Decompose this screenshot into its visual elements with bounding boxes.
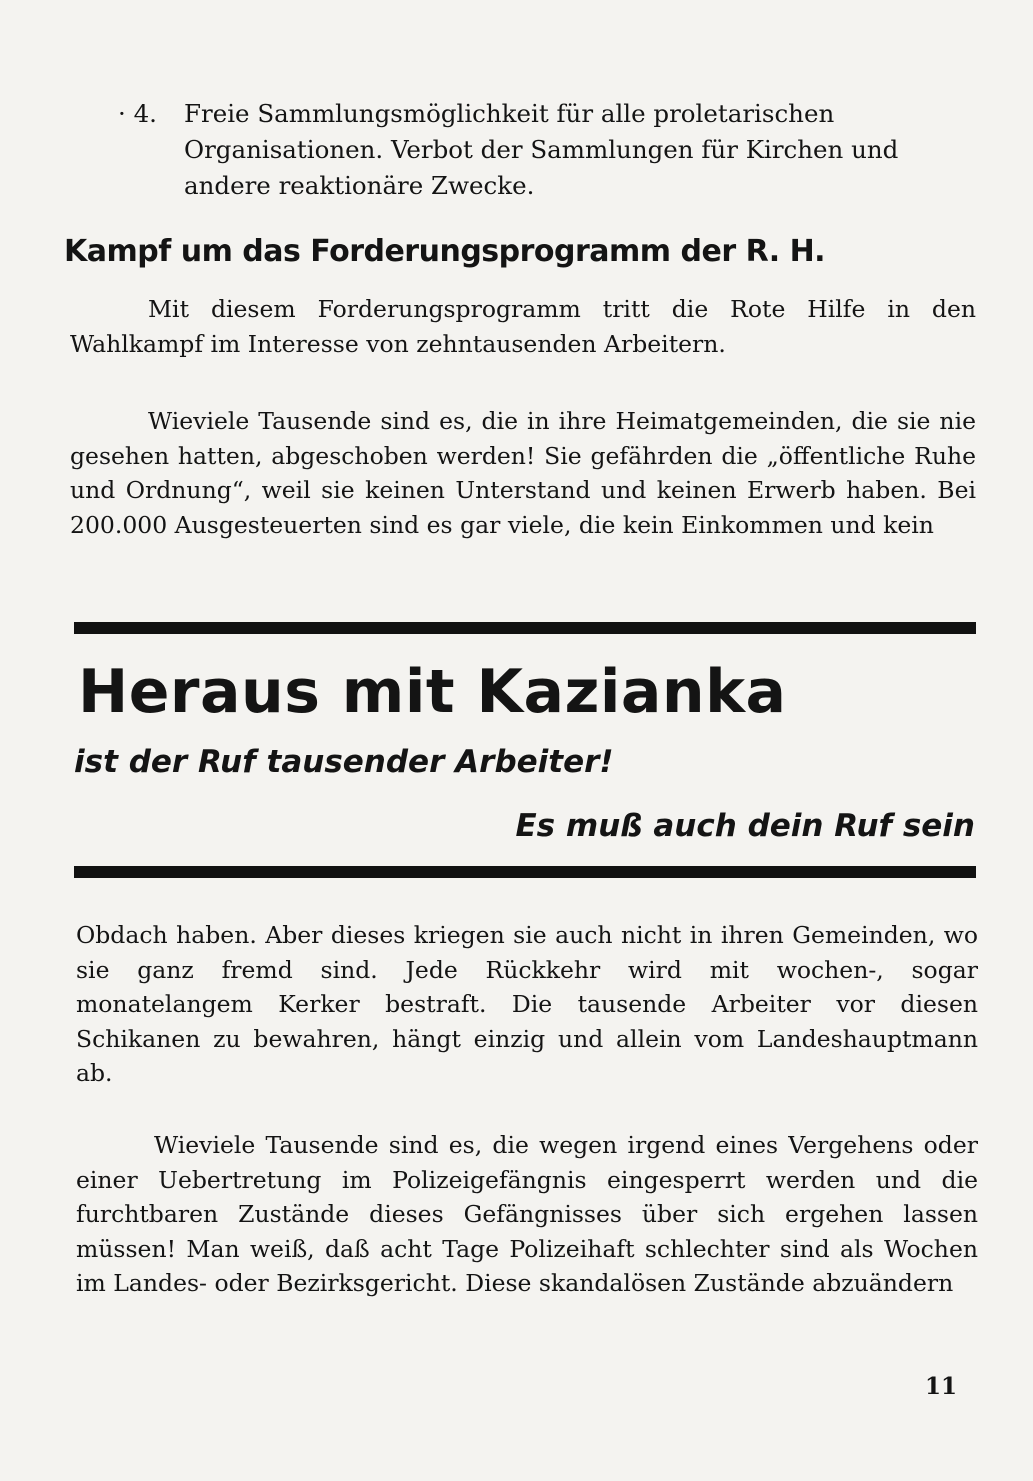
paragraph-1 xyxy=(70,292,976,361)
paragraph-3-text: Obdach haben. Aber dieses kriegen sie auch nicht in ihren Gemeinden, wo sie ganz fremd sind. Jede Rückkehr wird mit wochen-, sogar monatelangem Kerker bestraft. Die tausende Arbeiter vor diesen Schikanen zu bewahren, hängt einzig und allein vom Landeshauptmann ab. xyxy=(76,921,978,1087)
list-item-4 xyxy=(118,96,978,204)
paragraph-3 xyxy=(76,918,978,1091)
paragraph-2 xyxy=(70,404,976,542)
section-heading: Kampf um das Forderungsprogramm der R. H. xyxy=(64,234,826,269)
advert-tagline: Es muß auch dein Ruf sein xyxy=(515,808,975,844)
paragraph-4 xyxy=(76,1128,978,1301)
list-item-text: Freie Sammlungsmöglichkeit für alle proletarischen Organisationen. Verbot der Sammlungen für Kirchen und andere reaktionäre Zwecke. xyxy=(184,99,899,200)
paragraph-4-text: Wieviele Tausende sind es, die wegen irgend eines Vergehens oder einer Uebertretung im Polizeigefängnis eingesperrt werden und die furchtbaren Zustände dieses Gefängnisses über sich ergehen lassen müssen! Man weiß, daß acht Tage Polizeihaft schlechter sind als Wochen im Landes- oder Bezirksgericht. Diese skandalösen Zustände abzuändern xyxy=(76,1131,978,1297)
advert-title: Heraus mit Kazianka xyxy=(78,657,787,727)
paragraph-2-text: Wieviele Tausende sind es, die in ihre Heimatgemeinden, die sie nie gesehen hatten, abgeschoben werden! Sie gefährden die „öffentliche Ruhe und Ordnung“, weil sie keinen Unterstand und keinen Erwerb haben. Bei 200.000 Ausgesteuerten sind es gar viele, die kein Einkommen und kein xyxy=(70,407,976,539)
advert-top-rule xyxy=(74,622,976,634)
list-item-number: · 4. xyxy=(118,99,157,128)
advert-bottom-rule xyxy=(74,866,976,878)
page-number: 11 xyxy=(924,1373,957,1400)
advert-subtitle: ist der Ruf tausender Arbeiter! xyxy=(74,744,614,780)
paragraph-1-text: Mit diesem Forderungsprogramm tritt die Rote Hilfe in den Wahlkampf im Interesse von zehntausenden Arbeitern. xyxy=(70,295,976,358)
